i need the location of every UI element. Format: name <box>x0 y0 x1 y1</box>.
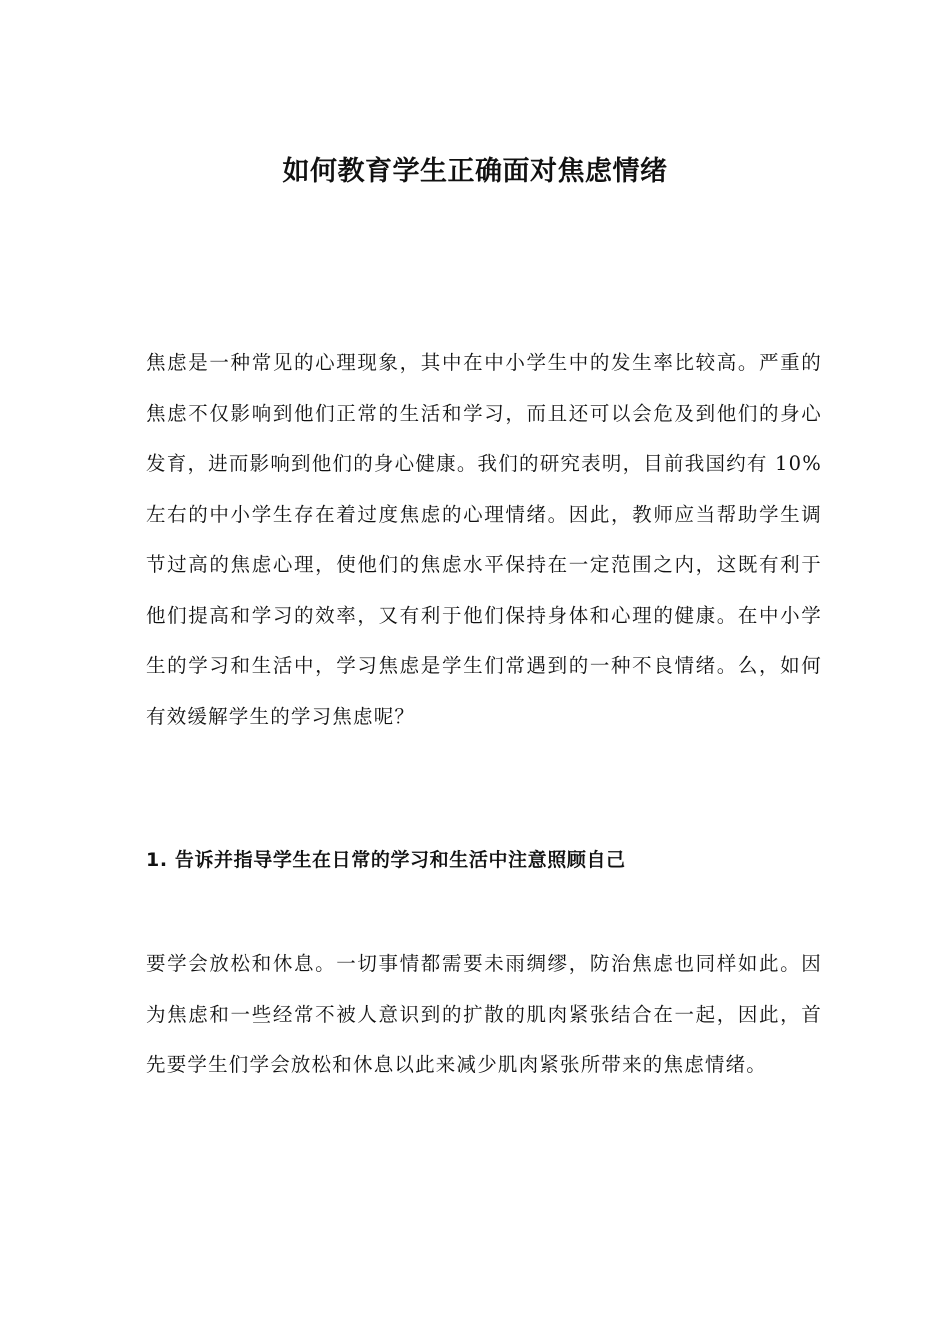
section-1-paragraph: 要学会放松和休息。一切事情都需要未雨绸缪，防治焦虑也同样如此。因为焦虑和一些经常不被人意识到的扩散的肌肉紧张结合在一起，因此，首先要学生们学会放松和休息以此来减少肌肉紧张所带来的焦虑情绪。 <box>146 952 822 1076</box>
intro-paragraph: 焦虑是一种常见的心理现象，其中在中小学生中的发生率比较高。严重的焦虑不仅影响到他们正常的生活和学习，而且还可以会危及到他们的身心发育，进而影响到他们的身心健康。我们的研究表明，目前我国约有 10%左右的中小学生存在着过度焦虑的心理情绪。因此，教师应当帮助学生调节过高的焦虑心理，使他们的焦虑水平保持在一定范围之内，这既有利于他们提高和学习的效率，又有利于他们保持身体和心理的健康。在中小学生的学习和生活中，学习焦虑是学生们常遇到的一种不良情绪。么，如何有效缓解学生的学习焦虑呢？ <box>146 351 822 728</box>
section-1-heading: 1. 告诉并指导学生在日常的学习和生活中注意照顾自己 <box>146 849 626 871</box>
document-title: 如何教育学生正确面对焦虑情绪 <box>282 156 668 187</box>
